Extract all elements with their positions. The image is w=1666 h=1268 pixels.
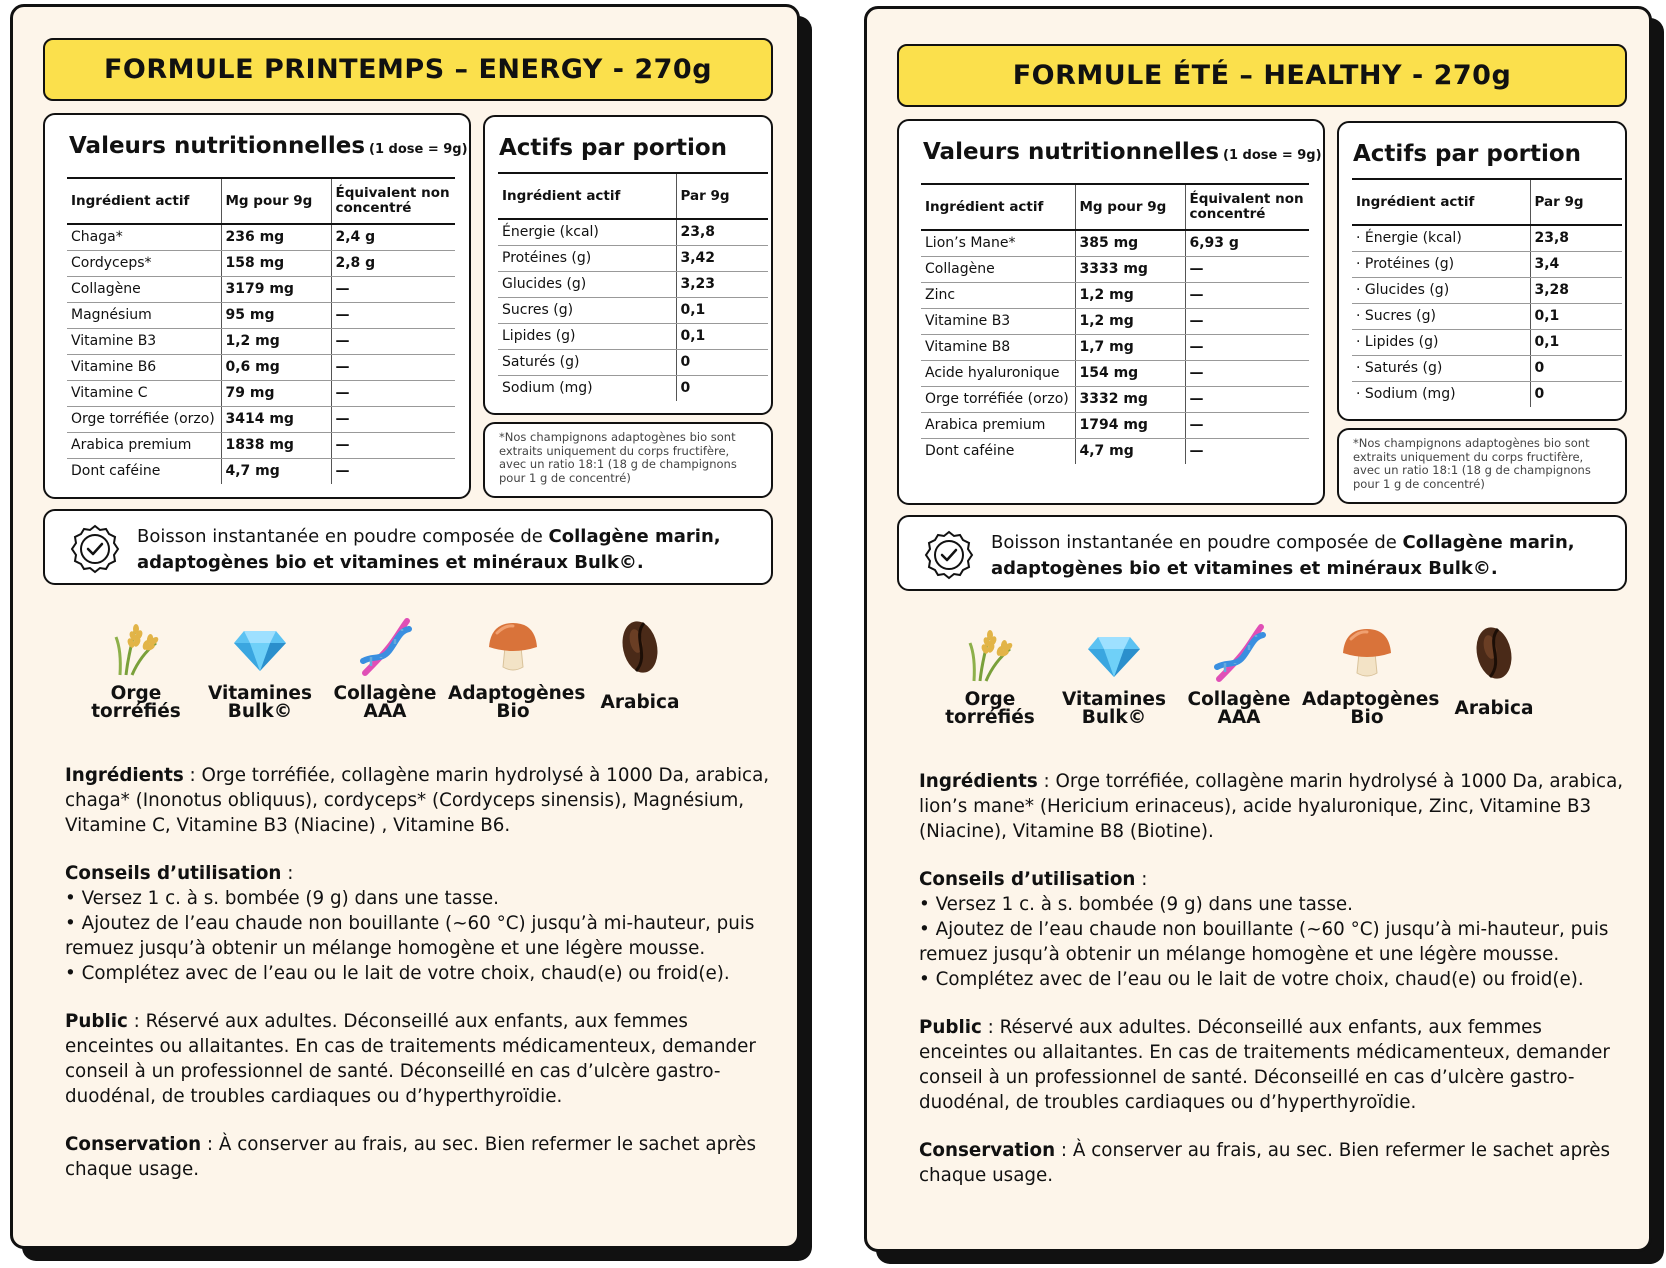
cell-value: 3,28 [1530, 277, 1622, 303]
table-row [498, 323, 768, 349]
dose-label: (1 dose = 9g) [1223, 148, 1322, 163]
table-row [67, 250, 455, 276]
conseils-key: Conseils d’utilisation [919, 869, 1136, 890]
icon-item-vitamines [1049, 623, 1179, 727]
cell-equivalent: — [331, 354, 455, 380]
description-text [137, 524, 751, 576]
icon-label-line2: Bio [1350, 707, 1384, 728]
table-row [1352, 355, 1622, 381]
coffee-bean-icon [610, 617, 670, 677]
nutrition-title-text: Valeurs nutritionnelles [69, 133, 366, 159]
cell-mg: 4,7 mg [1075, 438, 1185, 464]
description-bold: Collagène marin, adaptogènes bio et vitamines et minéraux Bulk©. [137, 526, 721, 573]
icon-label-line1: Orge [964, 689, 1016, 710]
cell-value: 0,1 [676, 323, 768, 349]
conseils-line: • Complétez avec de l’eau ou le lait de votre choix, chaud(e) ou froid(e). [65, 963, 730, 984]
actifs-title: Actifs par portion [499, 135, 728, 161]
cell-equivalent: — [1185, 256, 1309, 282]
cell-ingredient: Protéines (g) [498, 245, 676, 271]
conservation-key: Conservation [65, 1134, 202, 1155]
icon-item-orge [71, 617, 201, 721]
col-header-ingredient: Ingrédient actif [921, 184, 1075, 230]
col-header-per-9g: Par 9g [676, 173, 768, 219]
cell-ingredient: Dont caféine [71, 463, 161, 480]
public-paragraph [919, 1015, 1629, 1115]
description-intro: Boisson instantanée en poudre composée de [991, 532, 1403, 553]
nutrition-title-text: Valeurs nutritionnelles [923, 139, 1220, 165]
ingredients-paragraph [919, 769, 1629, 844]
description-intro: Boisson instantanée en poudre composée de [137, 526, 549, 547]
verified-badge-icon [69, 523, 121, 575]
ingredient-icons-row [43, 617, 773, 742]
cell-ingredient: · Glucides (g) [1352, 277, 1530, 303]
conseils-line: • Complétez avec de l’eau ou le lait de votre choix, chaud(e) ou froid(e). [919, 969, 1584, 990]
cell-value: 0 [676, 375, 768, 401]
conseils-line: • Versez 1 c. à s. bombée (9 g) dans une tasse. [919, 894, 1353, 915]
col-header-mg: Mg pour 9g [221, 178, 331, 224]
cell-equivalent: — [1185, 282, 1309, 308]
table-row [67, 276, 455, 302]
cell-equivalent: — [331, 432, 455, 458]
col-header-equivalent: Équivalent non concentré [331, 178, 455, 224]
table-row [921, 230, 1309, 256]
table-row [921, 412, 1309, 438]
cell-value: 0 [1530, 381, 1622, 407]
conservation-paragraph [65, 1132, 775, 1182]
cell-equivalent: — [331, 276, 455, 302]
table-row [498, 349, 768, 375]
formula-title: FORMULE ÉTÉ – HEALTHY - 270g [897, 44, 1627, 107]
ingredients-key: Ingrédients [919, 771, 1038, 792]
diamond-icon [230, 617, 290, 677]
table-row [1352, 251, 1622, 277]
table-row [921, 334, 1309, 360]
cell-ingredient: · Saturés (g) [1352, 355, 1530, 381]
cell-equivalent: — [331, 458, 455, 484]
ingredients-paragraph [65, 763, 775, 838]
product-details [919, 769, 1629, 1211]
table-row [1352, 225, 1622, 251]
cell-ingredient: Énergie (kcal) [498, 219, 676, 245]
dna-icon [355, 617, 415, 677]
conseils-line: • Ajoutez de l’eau chaude non bouillante (~60 °C) jusqu’à mi-hauteur, puis remuez jusqu’à obtenir un mélange homogène et une légère mousse. [65, 913, 755, 959]
conseils-key: Conseils d’utilisation [65, 863, 282, 884]
cell-ingredient: · Protéines (g) [1352, 251, 1530, 277]
footnote-box [483, 422, 773, 498]
cell-ingredient: Sodium (mg) [502, 380, 593, 397]
cell-mg: 3179 mg [221, 276, 331, 302]
table-row [921, 360, 1309, 386]
icon-item-arabica [575, 617, 705, 712]
cell-value: 23,8 [676, 219, 768, 245]
conseils-line: • Ajoutez de l’eau chaude non bouillante (~60 °C) jusqu’à mi-hauteur, puis remuez jusqu’à obtenir un mélange homogène et une légère mousse. [919, 919, 1609, 965]
icon-item-collagene [1174, 623, 1304, 727]
icon-label-line1: Orge [110, 683, 162, 704]
table-row [67, 224, 455, 250]
cell-mg: 1,7 mg [1075, 334, 1185, 360]
table-row [67, 458, 455, 484]
cell-value: 0,1 [676, 297, 768, 323]
cell-value: 3,42 [676, 245, 768, 271]
cell-ingredient: · Sucres (g) [1352, 303, 1530, 329]
description-box [43, 509, 773, 585]
cell-equivalent: — [331, 328, 455, 354]
conseils-sep: : [1135, 869, 1148, 890]
table-row [498, 245, 768, 271]
cell-ingredient: Zinc [921, 282, 1075, 308]
cell-equivalent: — [1185, 412, 1309, 438]
cell-ingredient: · Énergie (kcal) [1352, 225, 1530, 251]
table-row [1352, 303, 1622, 329]
table-row [1352, 277, 1622, 303]
cell-ingredient: Arabica premium [67, 432, 221, 458]
conseils-paragraph [919, 867, 1629, 992]
diamond-icon [1084, 623, 1144, 683]
cell-equivalent: — [1185, 360, 1309, 386]
icon-label-line2: torréfiés [91, 701, 181, 722]
table-row [67, 328, 455, 354]
icon-label-line2: Bulk© [227, 701, 293, 722]
cell-value: 0,1 [1530, 329, 1622, 355]
cell-mg: 158 mg [221, 250, 331, 276]
icon-label-line2: Bio [496, 701, 530, 722]
footnote-box [1337, 428, 1627, 504]
ingredients-key: Ingrédients [65, 765, 184, 786]
cell-mg: 154 mg [1075, 360, 1185, 386]
table-row [921, 438, 1309, 464]
public-text: : Réservé aux adultes. Déconseillé aux enfants, aux femmes enceintes ou allaitantes. En cas de traitements médicamenteux, demander conseil à un professionnel de santé. Déconseillé en cas d’ulcère gastro-duodénal, de troubles cardiaques ou d’hyperthyroïdie. [65, 1011, 756, 1107]
public-key: Public [919, 1017, 982, 1038]
cell-ingredient: Orge torréfiée (orzo) [67, 406, 221, 432]
cell-equivalent: — [1185, 308, 1309, 334]
nutrition-table [67, 177, 455, 484]
table-row [1352, 381, 1622, 407]
icon-item-arabica [1429, 623, 1559, 718]
conseils-line: • Versez 1 c. à s. bombée (9 g) dans une tasse. [65, 888, 499, 909]
description-bold: Collagène marin, adaptogènes bio et vitamines et minéraux Bulk©. [991, 532, 1575, 579]
cell-value: 0 [1530, 355, 1622, 381]
table-row [1352, 329, 1622, 355]
mushroom-icon [1337, 623, 1397, 683]
cell-equivalent: 6,93 g [1185, 230, 1309, 256]
cell-ingredient: Collagène [67, 276, 221, 302]
icon-label-line1: Arabica [1454, 698, 1534, 719]
coffee-bean-icon [1464, 623, 1524, 683]
cell-mg: 1838 mg [221, 432, 331, 458]
cell-ingredient: Vitamine B8 [921, 334, 1075, 360]
barley-icon [960, 623, 1020, 683]
verified-badge-icon [923, 529, 975, 581]
table-row [498, 375, 768, 401]
nutrition-table [921, 183, 1309, 464]
cell-ingredient: Orge torréfiée (orzo) [921, 386, 1075, 412]
table-row [498, 297, 768, 323]
icon-label-line2: torréfiés [945, 707, 1035, 728]
actifs-table [498, 172, 768, 401]
icon-item-adaptogenes [448, 617, 586, 722]
cell-equivalent: — [331, 302, 455, 328]
cell-equivalent: — [331, 380, 455, 406]
icon-item-orge [925, 623, 1055, 727]
cell-mg: 4,7 mg [221, 458, 331, 484]
conservation-paragraph [919, 1138, 1629, 1188]
cell-mg: 1,2 mg [1075, 282, 1185, 308]
cell-ingredient: Sucres (g) [498, 297, 676, 323]
footnote-text: *Nos champignons adaptogènes bio sont extraits uniquement du corps fructifère, avec un ratio 18:1 (18 g de champignons pour 1 g de concentré) [1353, 436, 1591, 491]
public-paragraph [65, 1009, 775, 1109]
cell-equivalent: — [1185, 386, 1309, 412]
cell-equivalent: 2,8 g [331, 250, 455, 276]
cell-ingredient: Chaga* [67, 224, 221, 250]
cell-equivalent: — [331, 406, 455, 432]
conseils-sep: : [281, 863, 294, 884]
icon-label-line2: AAA [363, 701, 407, 722]
icon-label-line2: Bulk© [1081, 707, 1147, 728]
cell-mg: 3333 mg [1075, 256, 1185, 282]
cell-mg: 79 mg [221, 380, 331, 406]
ingredient-icons-row [897, 623, 1627, 748]
table-row [498, 271, 768, 297]
public-text: : Réservé aux adultes. Déconseillé aux enfants, aux femmes enceintes ou allaitantes. En cas de traitements médicamenteux, demander conseil à un professionnel de santé. Déconseillé en cas d’ulcère gastro-duodénal, de troubles cardiaques ou d’hyperthyroïdie. [919, 1017, 1610, 1113]
conservation-text: : À conserver au frais, au sec. Bien refermer le sachet après chaque usage. [65, 1134, 757, 1180]
cell-ingredient: Glucides (g) [498, 271, 676, 297]
actifs-box [483, 115, 773, 415]
cell-ingredient: Vitamine C [67, 380, 221, 406]
product-card-ete [864, 6, 1652, 1252]
table-row [67, 380, 455, 406]
cell-equivalent: 2,4 g [331, 224, 455, 250]
table-row [921, 308, 1309, 334]
cell-mg: 1794 mg [1075, 412, 1185, 438]
cell-value: 3,23 [676, 271, 768, 297]
cell-equivalent: — [1185, 438, 1309, 464]
cell-mg: 3332 mg [1075, 386, 1185, 412]
cell-ingredient: · Lipides (g) [1352, 329, 1530, 355]
actifs-title: Actifs par portion [1353, 141, 1582, 167]
nutrition-box [897, 119, 1325, 505]
nutrition-title [69, 133, 468, 159]
cell-mg: 1,2 mg [221, 328, 331, 354]
col-header-equivalent: Équivalent non concentré [1185, 184, 1309, 230]
cell-mg: 385 mg [1075, 230, 1185, 256]
icon-item-collagene [320, 617, 450, 721]
cell-value: 3,4 [1530, 251, 1622, 277]
cell-ingredient: Magnésium [67, 302, 221, 328]
public-key: Public [65, 1011, 128, 1032]
col-header-ingredient: Ingrédient actif [1352, 179, 1530, 225]
table-row [67, 432, 455, 458]
description-box [897, 515, 1627, 591]
cell-mg: 0,6 mg [221, 354, 331, 380]
cell-ingredient: Cordyceps* [67, 250, 221, 276]
icon-label-line1: Collagène [333, 683, 437, 704]
ingredients-text: : Orge torréfiée, collagène marin hydrolysé à 1000 Da, arabica, chaga* (Inonotus obliquus), cordyceps* (Cordyceps sinensis), Magnésium, Vitamine C, Vitamine B3 (Niacine) , Vitamine B6. [65, 765, 770, 836]
cell-ingredient: Collagène [921, 256, 1075, 282]
icon-item-vitamines [195, 617, 325, 721]
icon-label-line1: Arabica [600, 692, 680, 713]
table-row [921, 386, 1309, 412]
formula-title: FORMULE PRINTEMPS – ENERGY - 270g [43, 38, 773, 101]
cell-value: 0 [676, 349, 768, 375]
footnote-text: *Nos champignons adaptogènes bio sont extraits uniquement du corps fructifère, avec un ratio 18:1 (18 g de champignons pour 1 g de concentré) [499, 430, 737, 485]
cell-mg: 1,2 mg [1075, 308, 1185, 334]
conservation-key: Conservation [919, 1140, 1056, 1161]
col-header-ingredient: Ingrédient actif [67, 178, 221, 224]
cell-ingredient: · Sodium (mg) [1356, 386, 1456, 403]
cell-ingredient: Vitamine B3 [67, 328, 221, 354]
product-details [65, 763, 775, 1205]
cell-value: 0,1 [1530, 303, 1622, 329]
cell-ingredient: Dont caféine [925, 443, 1015, 460]
cell-mg: 95 mg [221, 302, 331, 328]
table-row [921, 282, 1309, 308]
cell-ingredient: Vitamine B6 [67, 354, 221, 380]
table-row [498, 219, 768, 245]
table-row [67, 302, 455, 328]
icon-label-line1: Vitamines [1061, 689, 1166, 710]
icon-label-line2: AAA [1217, 707, 1261, 728]
cell-ingredient: Saturés (g) [498, 349, 676, 375]
barley-icon [106, 617, 166, 677]
table-row [921, 256, 1309, 282]
cell-ingredient: Acide hyaluronique [921, 360, 1075, 386]
product-card-printemps [10, 4, 800, 1249]
cell-mg: 3414 mg [221, 406, 331, 432]
cell-value: 23,8 [1530, 225, 1622, 251]
icon-label-line1: Adaptogènes [1302, 689, 1440, 710]
nutrition-box [43, 113, 471, 499]
col-header-ingredient: Ingrédient actif [498, 173, 676, 219]
description-text [991, 530, 1605, 582]
actifs-table [1352, 178, 1622, 407]
table-row [67, 354, 455, 380]
actifs-box [1337, 121, 1627, 421]
conservation-text: : À conserver au frais, au sec. Bien refermer le sachet après chaque usage. [919, 1140, 1611, 1186]
mushroom-icon [483, 617, 543, 677]
cell-mg: 236 mg [221, 224, 331, 250]
table-row [67, 406, 455, 432]
ingredients-text: : Orge torréfiée, collagène marin hydrolysé à 1000 Da, arabica, lion’s mane* (Hericium erinaceus), acide hyaluronique, Zinc, Vitamine B3 (Niacine), Vitamine B8 (Biotine). [919, 771, 1624, 842]
dose-label: (1 dose = 9g) [369, 142, 468, 157]
icon-label-line1: Vitamines [207, 683, 312, 704]
icon-label-line1: Adaptogènes [448, 683, 586, 704]
cell-ingredient: Vitamine B3 [921, 308, 1075, 334]
cell-ingredient: Lipides (g) [498, 323, 676, 349]
col-header-mg: Mg pour 9g [1075, 184, 1185, 230]
cell-equivalent: — [1185, 334, 1309, 360]
cell-ingredient: Arabica premium [921, 412, 1075, 438]
col-header-per-9g: Par 9g [1530, 179, 1622, 225]
nutrition-title [923, 139, 1322, 165]
conseils-paragraph [65, 861, 775, 986]
icon-label-line1: Collagène [1187, 689, 1291, 710]
icon-item-adaptogenes [1302, 623, 1440, 728]
dna-icon [1209, 623, 1269, 683]
cell-ingredient: Lion’s Mane* [921, 230, 1075, 256]
